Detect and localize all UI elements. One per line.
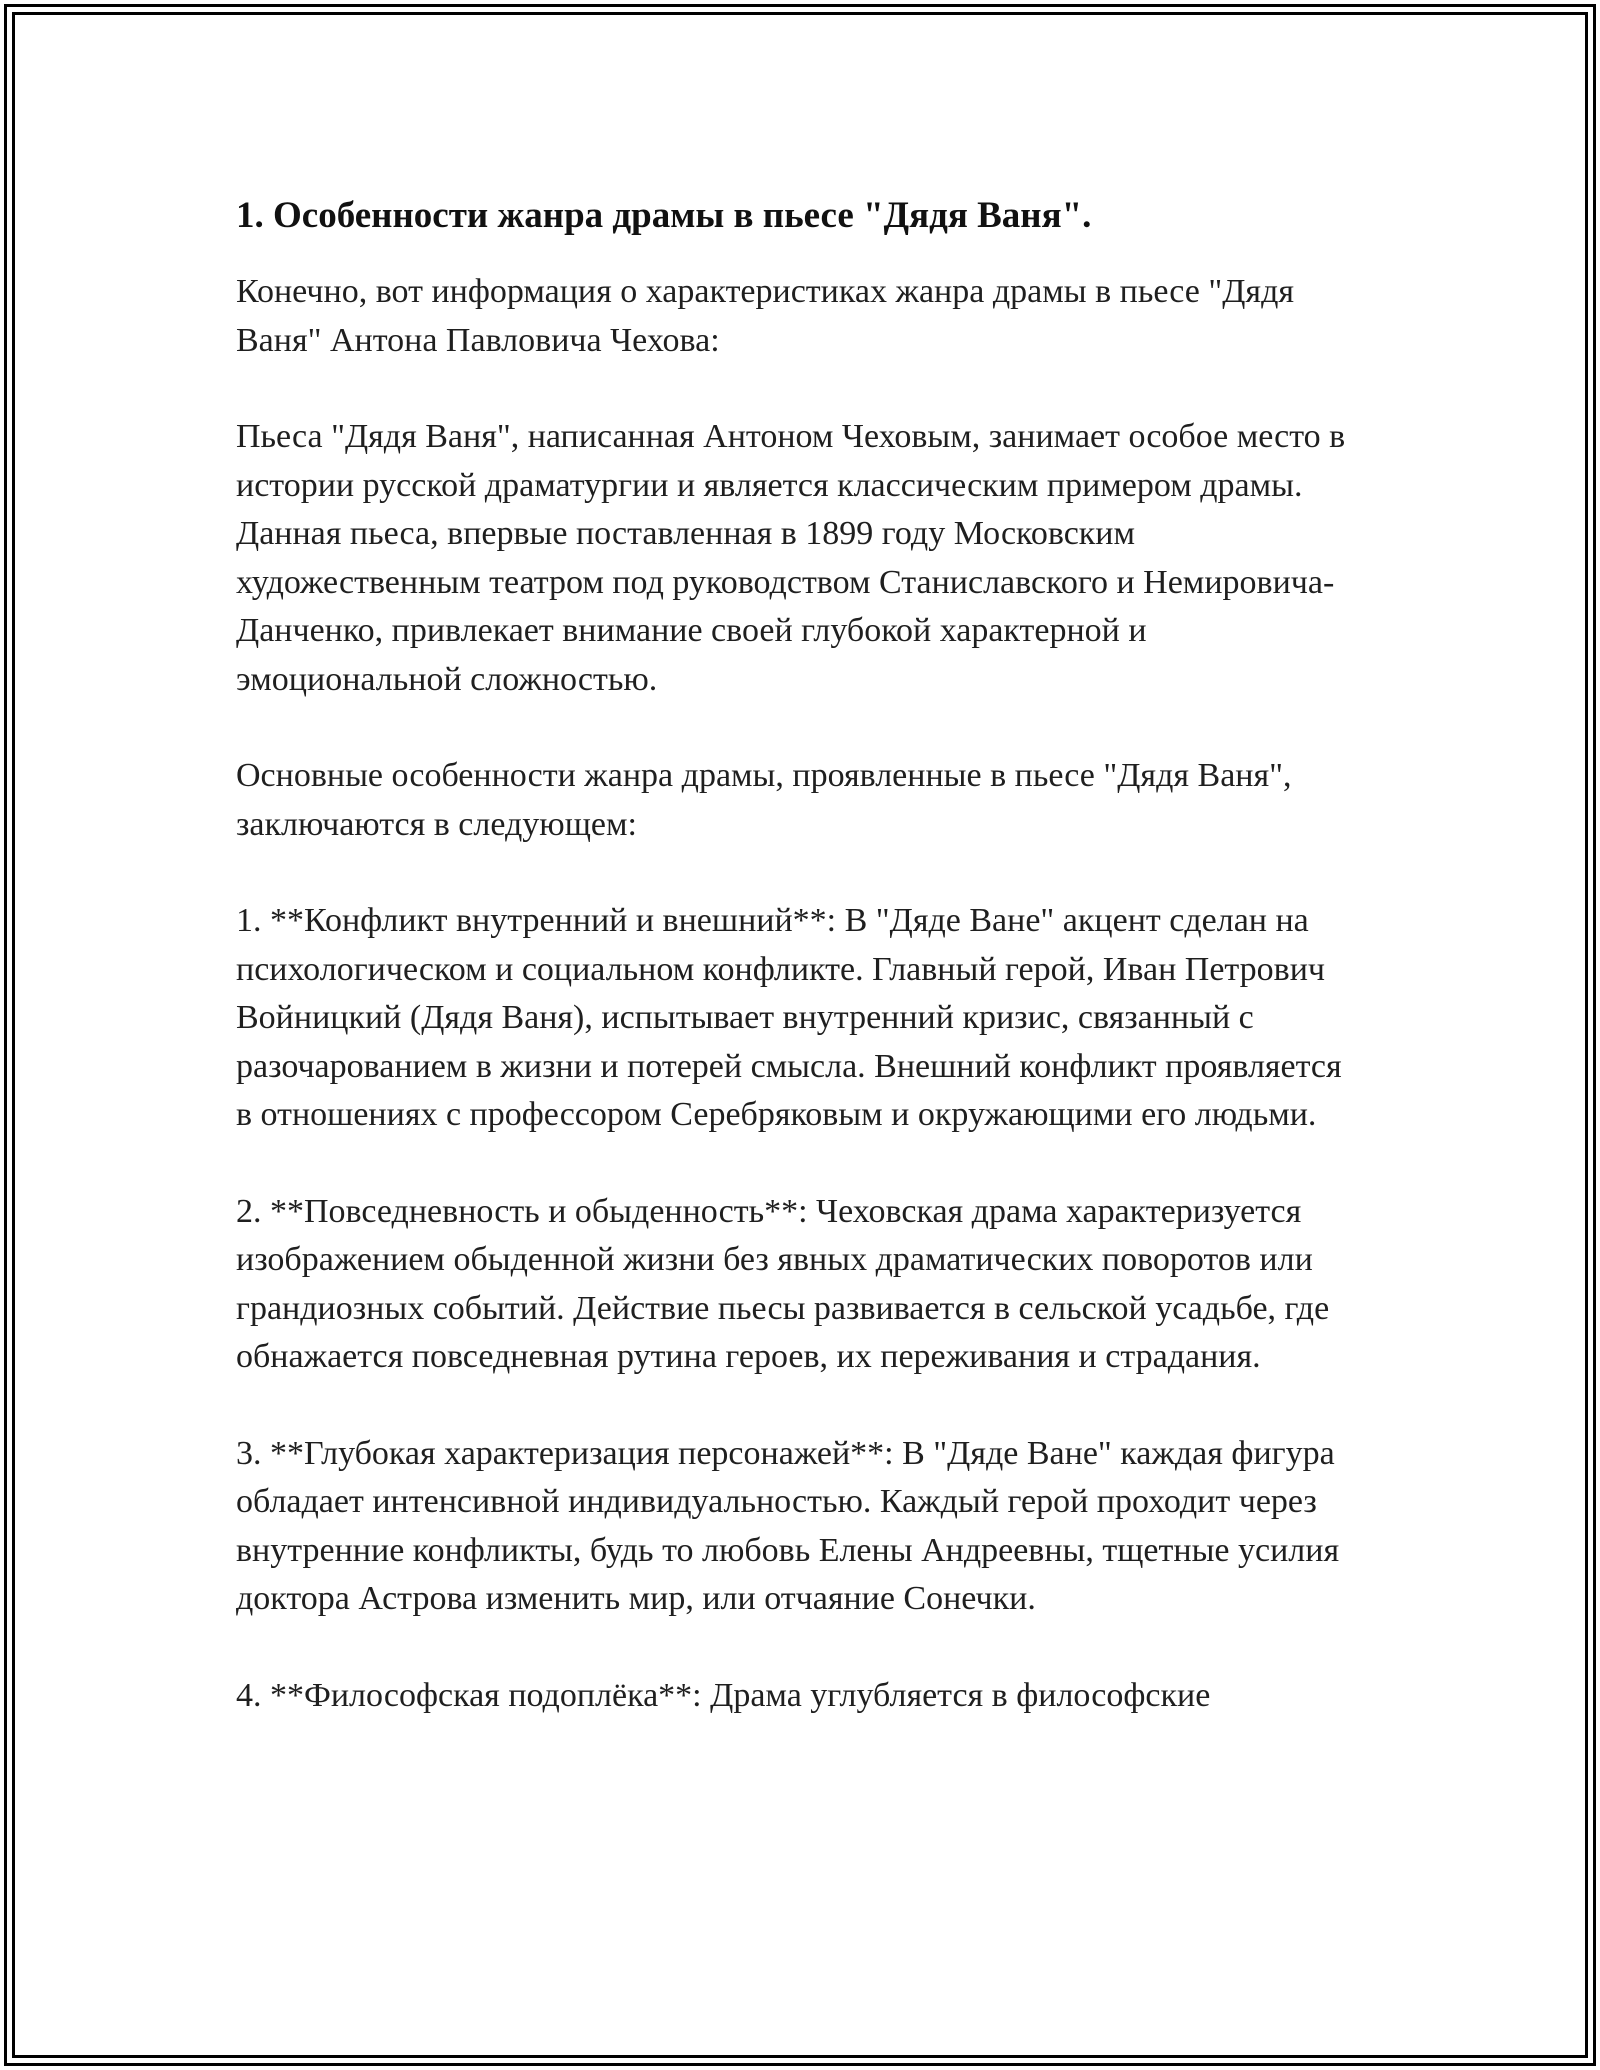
- features-intro-paragraph: Основные особенности жанра драмы, проявленные в пьесе "Дядя Ваня", заключаются в следующем:: [236, 757, 1292, 843]
- feature-item-1: 1. **Конфликт внутренний и внешний**: В "Дяде Ване" акцент сделан на психологическом и социальном конфликте. Главный герой, Иван Петрович Войницкий (Дядя Ваня), испытывает внутренний кризис, связанный с разочарованием в жизни и потерей смысла. Внешний конфликт проявляется в отношениях с профессором Серебряковым и окружающими его людьми.: [236, 902, 1342, 1133]
- feature-item-3: 3. **Глубокая характеризация персонажей**: В "Дяде Ване" каждая фигура обладает интенсивной индивидуальностью. Каждый герой проходит через внутренние конфликты, будь то любовь Елены Андреевны, тщетные усилия доктора Астрова изменить мир, или отчаяние Сонечки.: [236, 1434, 1340, 1617]
- feature-item-4: 4. **Философская подоплёка**: Драма углубляется в философские: [236, 1676, 1211, 1714]
- feature-item-2: 2. **Повседневность и обыденность**: Чеховская драма характеризуется изображением обыденной жизни без явных драматических поворотов или грандиозных событий. Действие пьесы развивается в сельской усадьбе, где обнажается повседневная рутина героев, их переживания и страдания.: [236, 1192, 1330, 1375]
- document-body: [236, 188, 1356, 1720]
- document-heading: 1. Особенности жанра драмы в пьесе "Дядя Ваня".: [236, 195, 1092, 236]
- intro-paragraph: Конечно, вот информация о характеристиках жанра драмы в пьесе "Дядя Ваня" Антона Павловича Чехова:: [236, 273, 1295, 359]
- overview-paragraph: Пьеса "Дядя Ваня", написанная Антоном Чеховым, занимает особое место в истории русской драматургии и является классическим примером драмы. Данная пьеса, впервые поставленная в 1899 году Московским художественным театром под руководством Станиславского и Немировича-Данченко, привлекает внимание своей глубокой характерной и эмоциональной сложностью.: [236, 418, 1346, 698]
